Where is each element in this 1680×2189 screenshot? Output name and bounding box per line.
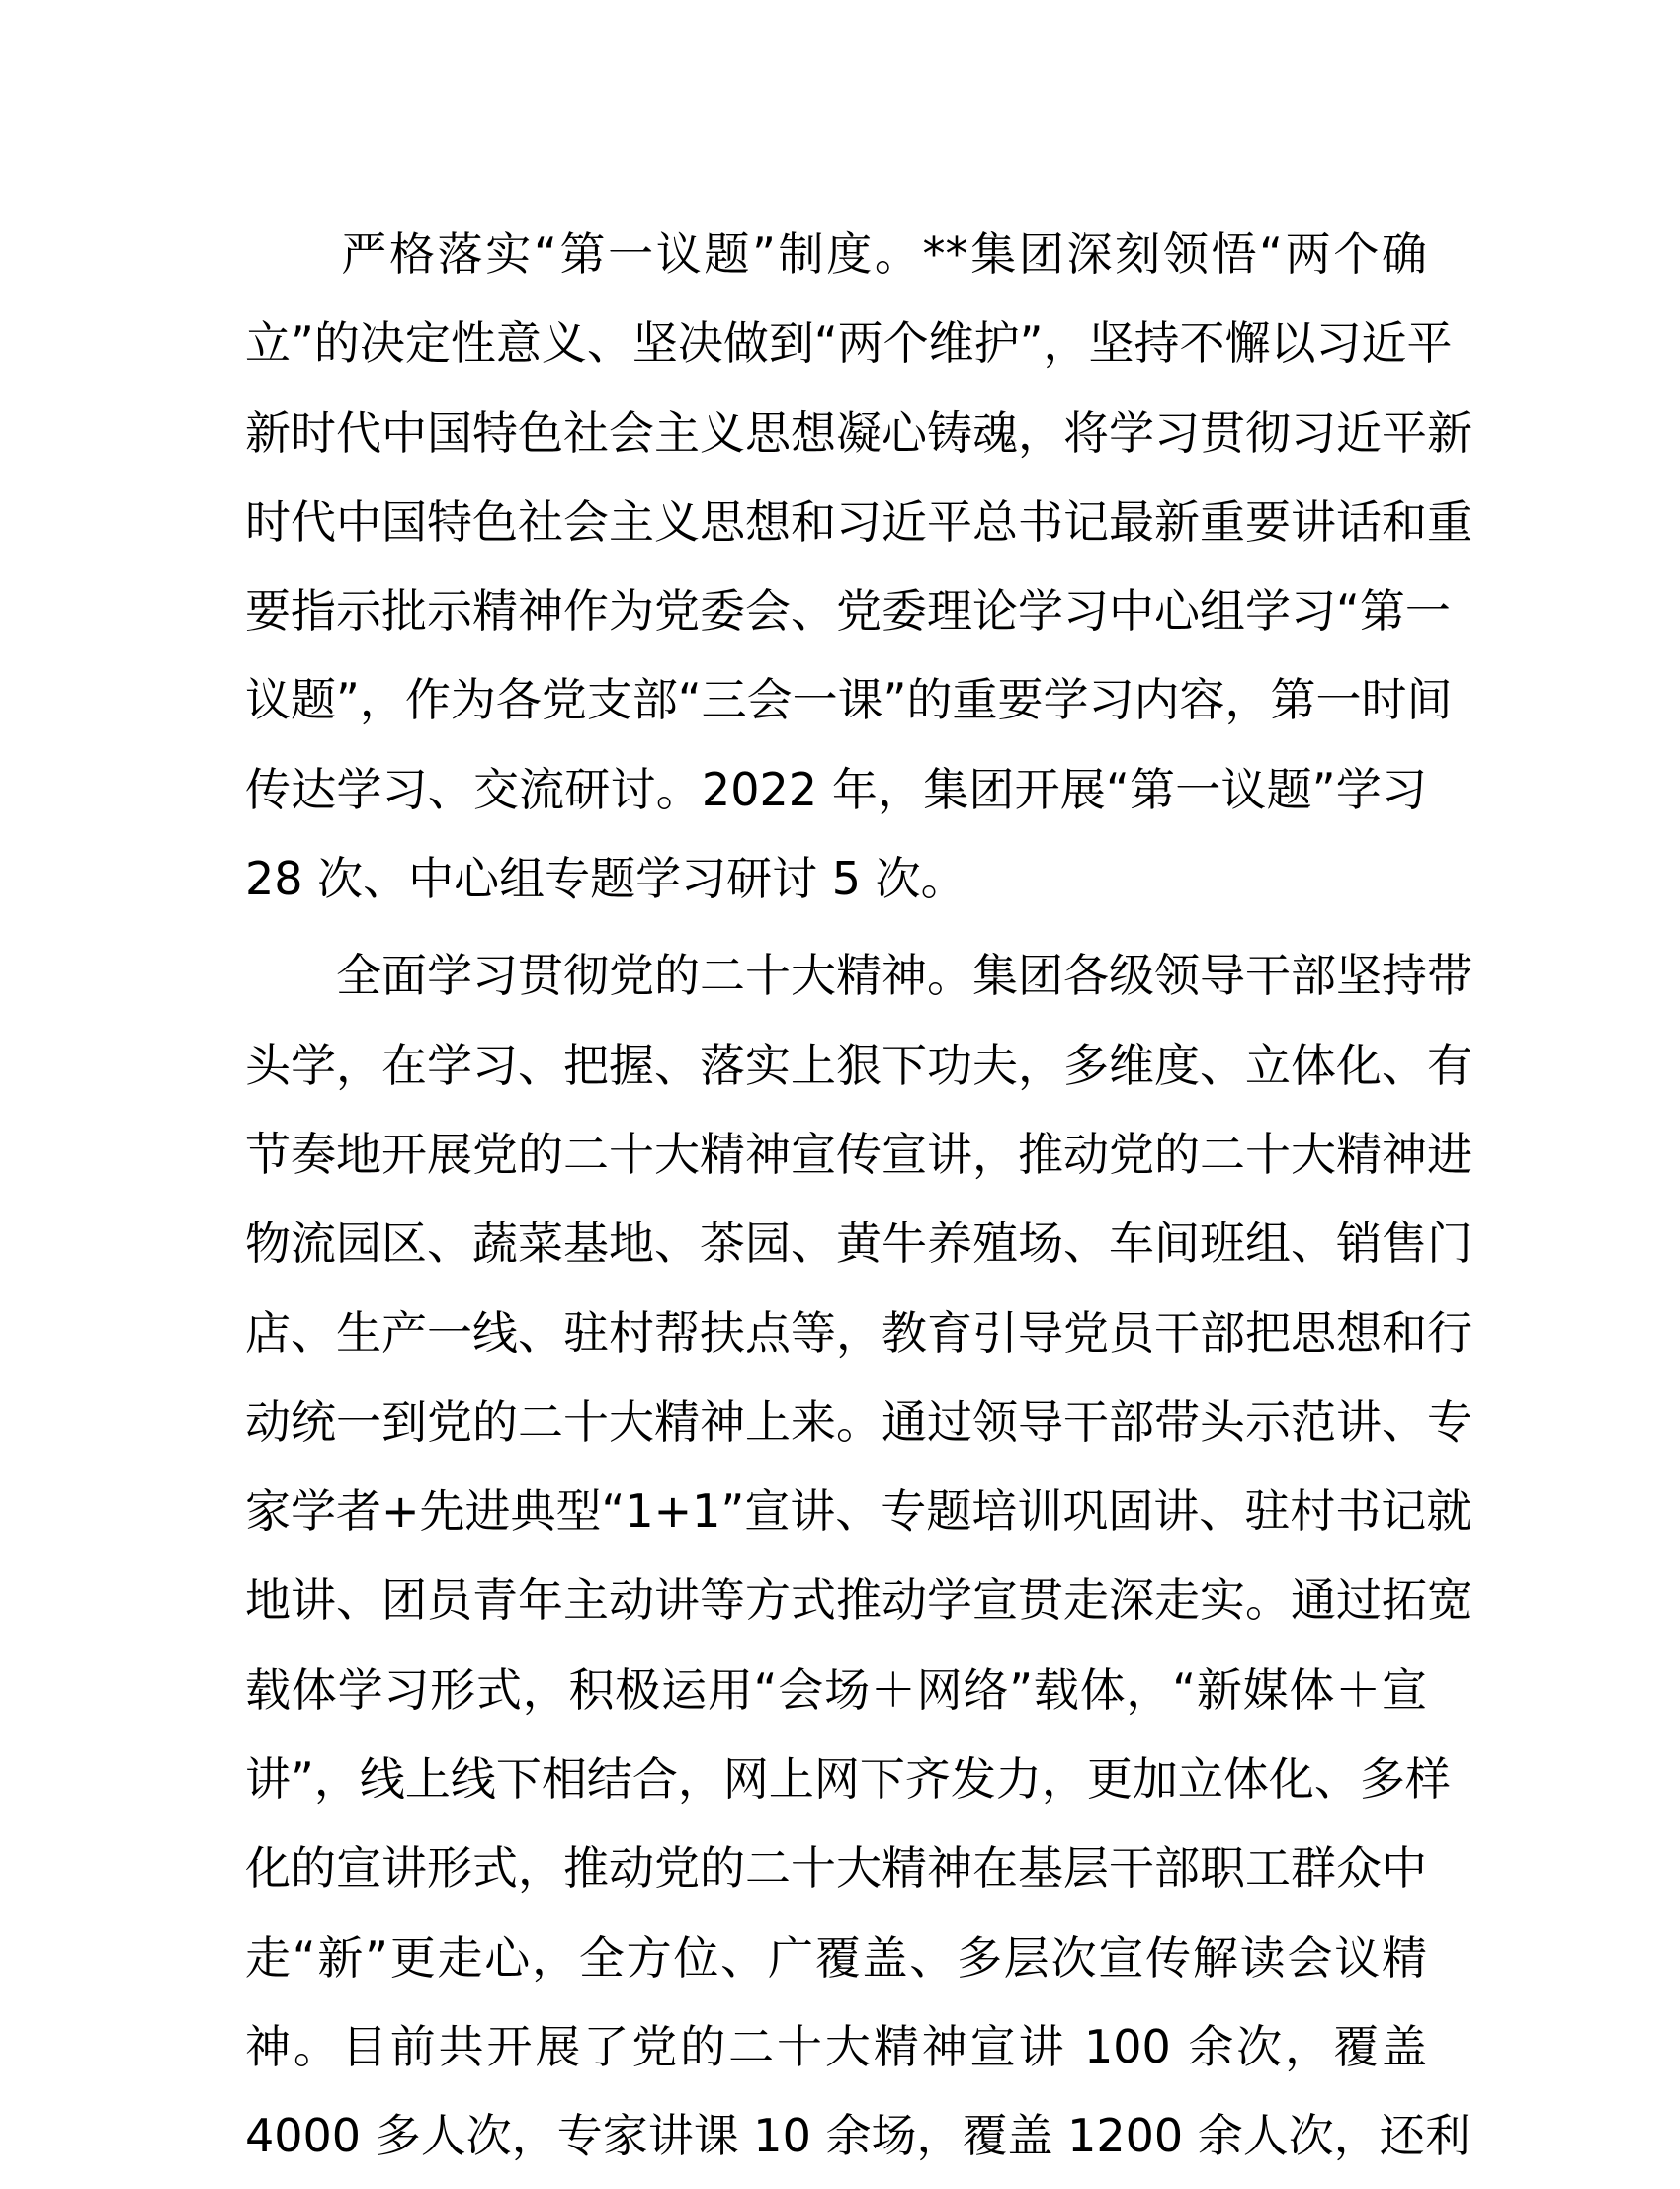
paragraph-twentieth-congress: [245, 931, 1472, 2180]
text-line: 讲”，线上线下相结合，网上网下齐发力，更加立体化、多样: [245, 1752, 1451, 1807]
text-line: 物流园区、蔬菜基地、茶园、黄牛养殖场、车间班组、销售门: [245, 1217, 1472, 1271]
document-body: [245, 210, 1472, 2189]
text-line: 严格落实“第一议题”制度。**集团深刻领悟“两个确: [245, 227, 1427, 281]
text-line: 店、生产一线、驻村帮扶点等，教育引导党员干部把思想和行: [245, 1305, 1472, 1360]
text-line: 神。目前共开展了党的二十大精神宣讲 100 余次，覆盖: [245, 2019, 1427, 2073]
text-line: 动统一到党的二十大精神上来。通过领导干部带头示范讲、专: [245, 1394, 1472, 1449]
text-line: 走“新”更走心，全方位、广覆盖、多层次宣传解读会议精: [245, 1930, 1427, 1984]
text-line: 传达学习、交流研讨。2022 年，集团开展“第一议题”学习: [245, 762, 1427, 816]
text-line: 时代中国特色社会主义思想和习近平总书记最新重要讲话和重: [245, 494, 1472, 548]
text-line: 28 次、中心组专题学习研讨 5 次。: [245, 852, 966, 906]
text-line: 议题”，作为各党支部“三会一课”的重要学习内容，第一时间: [245, 673, 1453, 727]
paragraph-first-agenda: [245, 210, 1472, 923]
text-line: 载体学习形式，积极运用“会场＋网络”载体，“新媒体＋宣: [245, 1662, 1427, 1717]
text-line: 节奏地开展党的二十大精神宣传宣讲，推动党的二十大精神进: [245, 1127, 1472, 1181]
text-line: 全面学习贯彻党的二十大精神。集团各级领导干部坚持带: [245, 949, 1472, 1003]
text-line: 化的宣讲形式，推动党的二十大精神在基层干部职工群众中: [245, 1841, 1427, 1895]
text-line: 新时代中国特色社会主义思想凝心铸魂，将学习贯彻习近平新: [245, 405, 1472, 460]
text-line: 地讲、团员青年主动讲等方式推动学宣贯走深走实。通过拓宽: [245, 1573, 1472, 1628]
text-line: 立”的决定性意义、坚决做到“两个维护”，坚持不懈以习近平: [245, 316, 1453, 371]
text-line: 4000 多人次，专家讲课 10 余场，覆盖 1200 余人次，还利: [245, 2109, 1470, 2163]
text-line: 头学，在学习、把握、落实上狠下功夫，多维度、立体化、有: [245, 1038, 1472, 1092]
text-line: 要指示批示精神作为党委会、党委理论学习中心组学习“第一: [245, 584, 1451, 638]
text-line: 家学者+先进典型“1+1”宣讲、专题培训巩固讲、驻村书记就: [245, 1484, 1472, 1539]
